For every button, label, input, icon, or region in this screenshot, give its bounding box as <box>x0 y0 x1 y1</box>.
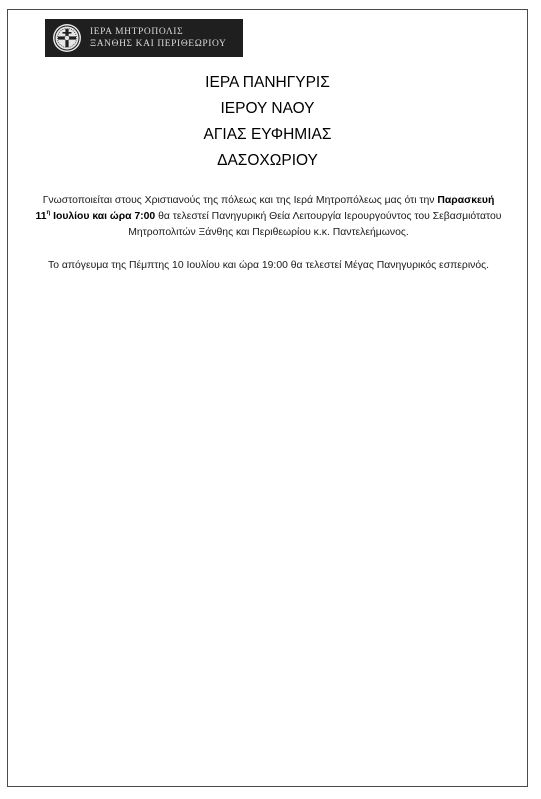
metropolis-logo-banner <box>45 19 243 57</box>
title-line-2: ΙΕΡΟΥ ΝΑΟΥ <box>220 100 315 117</box>
vespers-announcement-paragraph: Το απόγευμα της Πέμπτης 10 Ιουλίου και ώρα 19:00 θα τελεστεί Μέγας Πανηγυρικός εσπερινός. <box>47 260 489 271</box>
liturgy-announcement-paragraph <box>20 193 517 241</box>
liturgy-day: Παρασκευή <box>437 195 495 206</box>
paragraph-1-text-a: Γνωστοποιείται στους Χριστιανούς της πόλεως και της Ιερά Μητροπόλεως μας ότι την <box>42 195 438 206</box>
cross-seal-icon <box>52 23 82 53</box>
announcement-title <box>8 70 527 174</box>
liturgy-date-number: 11 <box>35 211 47 222</box>
logo-line-2: ΞΑΝΘΗΣ ΚΑΙ ΠΕΡΙΘΕΩΡΙΟΥ <box>90 39 227 49</box>
paragraph-1-text-b: θα τελεστεί Πανηγυρική Θεία Λειτουργία Ιερουργούντος του Σεβασμιότατου Μητροπολιτών Ξάνθης και Περιθεωρίου κ.κ. Παντελεήμωνος. <box>128 211 502 238</box>
logo-text <box>90 26 226 50</box>
title-line-1: ΙΕΡΑ ΠΑΝΗΓΥΡΙΣ <box>205 74 330 91</box>
title-line-3: ΑΓΙΑΣ ΕΥΦΗΜΙΑΣ <box>203 126 332 143</box>
title-line-4: ΔΑΣΟΧΩΡΙΟΥ <box>217 152 318 169</box>
logo-line-1: ΙΕΡΑ ΜΗΤΡΟΠΟΛΙΣ <box>90 27 184 37</box>
date-ordinal-superscript: η <box>46 210 51 216</box>
liturgy-date-time: Ιουλίου και ώρα 7:00 <box>50 211 156 222</box>
document-page <box>7 9 528 787</box>
